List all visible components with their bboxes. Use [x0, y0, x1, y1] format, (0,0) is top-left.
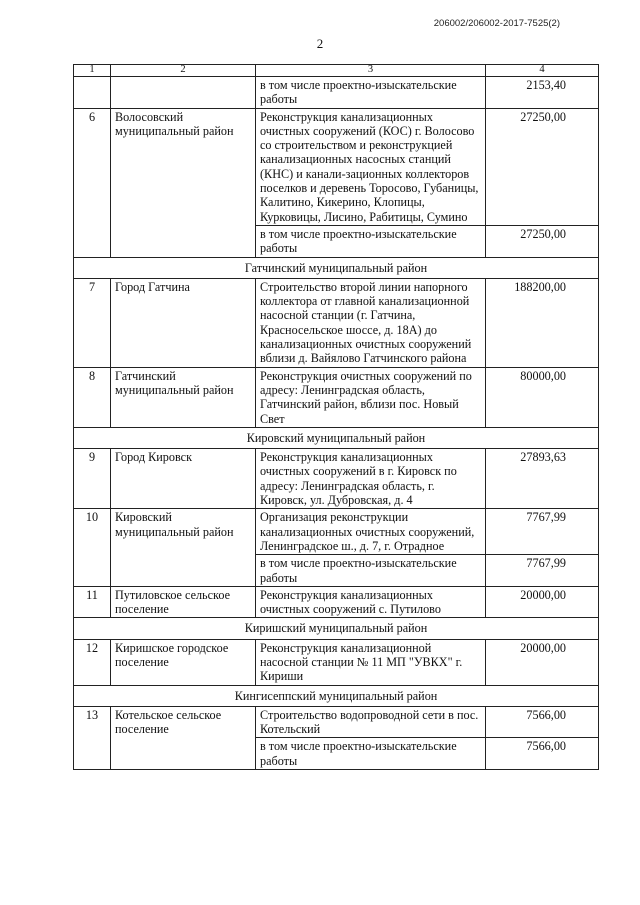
row-number: 12	[74, 639, 111, 685]
table-row	[74, 449, 599, 509]
object-name: Реконструкция очистных сооружений по адресу: Ленинградская область, Гатчинский район, вблизи пос. Новый Свет	[256, 367, 486, 427]
district-title: Киришский муниципальный район	[74, 618, 599, 639]
municipality-name: Котельское сельское поселение	[111, 706, 256, 769]
amount: 80000,00	[486, 367, 599, 427]
object-name: в том числе проектно-изыскательские работы	[256, 738, 486, 770]
table-row	[74, 639, 599, 685]
page-number: 2	[316, 36, 324, 51]
object-name: Организация реконструкции канализационных очистных сооружений, Ленинградское ш., д. 7, г. Отрадное	[256, 509, 486, 555]
amount: 7767,99	[486, 509, 599, 555]
object-name: Строительство водопроводной сети в пос. Котельский	[256, 706, 486, 738]
amount: 27250,00	[486, 108, 599, 225]
table-row	[74, 706, 599, 738]
table-row	[74, 278, 599, 367]
object-name: в том числе проектно-изыскательские работы	[256, 555, 486, 587]
table-row	[74, 108, 599, 225]
municipality-name: Путиловское сельское поселение	[111, 586, 256, 618]
table-row	[74, 509, 599, 555]
amount: 2153,40	[486, 77, 599, 109]
district-header-row	[74, 427, 599, 448]
object-name: Реконструкция канализационных очистных сооружений (КОС) г. Волосово со строительством и реконструкцией канализационных насосных станций (КНС) и канали-зационных коллекторов поселков и деревень Торосово, Губаницы, Калитино, Кикерино, Клопицы, Курковицы, Лисино, Рабитицы, Сумино	[256, 108, 486, 225]
row-number: 6	[74, 108, 111, 257]
table-row	[74, 367, 599, 427]
amount: 27893,63	[486, 449, 599, 509]
object-name: Реконструкция канализационных очистных сооружений с. Путилово	[256, 586, 486, 618]
district-header-row	[74, 685, 599, 706]
district-header-row	[74, 618, 599, 639]
document-id: 206002/206002-2017-7525(2)	[433, 18, 560, 29]
column-number: 2	[111, 65, 256, 77]
blank-cell	[111, 77, 256, 109]
objects-table	[73, 64, 599, 770]
municipality-name: Город Кировск	[111, 449, 256, 509]
object-name: в том числе проектно-изыскательские работы	[256, 77, 486, 109]
blank-cell	[74, 77, 111, 109]
row-number: 7	[74, 278, 111, 367]
municipality-name: Гатчинский муниципальный район	[111, 367, 256, 427]
row-number: 13	[74, 706, 111, 769]
municipality-name: Город Гатчина	[111, 278, 256, 367]
row-number: 11	[74, 586, 111, 618]
municipality-name: Киришское городское поселение	[111, 639, 256, 685]
amount: 188200,00	[486, 278, 599, 367]
table-row	[74, 586, 599, 618]
district-header-row	[74, 257, 599, 278]
amount: 20000,00	[486, 586, 599, 618]
row-number: 10	[74, 509, 111, 586]
column-number: 3	[256, 65, 486, 77]
column-number-row	[74, 65, 599, 77]
district-title: Кингисеппский муниципальный район	[74, 685, 599, 706]
municipality-name: Волосовский муниципальный район	[111, 108, 256, 257]
amount: 27250,00	[486, 225, 599, 257]
table-row	[74, 77, 599, 109]
amount: 7767,99	[486, 555, 599, 587]
row-number: 8	[74, 367, 111, 427]
row-number: 9	[74, 449, 111, 509]
district-title: Кировский муниципальный район	[74, 427, 599, 448]
object-name: в том числе проектно-изыскательские работы	[256, 225, 486, 257]
amount: 7566,00	[486, 738, 599, 770]
district-title: Гатчинский муниципальный район	[74, 257, 599, 278]
column-number: 1	[74, 65, 111, 77]
object-name: Реконструкция канализационных очистных сооружений в г. Кировск по адресу: Ленинградская область, г. Кировск, ул. Дубровская, д. 4	[256, 449, 486, 509]
object-name: Реконструкция канализационной насосной станции № 11 МП "УВКХ" г. Кириши	[256, 639, 486, 685]
column-number: 4	[486, 65, 599, 77]
amount: 7566,00	[486, 706, 599, 738]
object-name: Строительство второй линии напорного коллектора от главной канализационной насосной станции (г. Гатчина, Красносельское шоссе, д. 18А) до канализационных очистных сооружений вблизи д. Вайялово Гатчинского района	[256, 278, 486, 367]
amount: 20000,00	[486, 639, 599, 685]
municipality-name: Кировский муниципальный район	[111, 509, 256, 586]
